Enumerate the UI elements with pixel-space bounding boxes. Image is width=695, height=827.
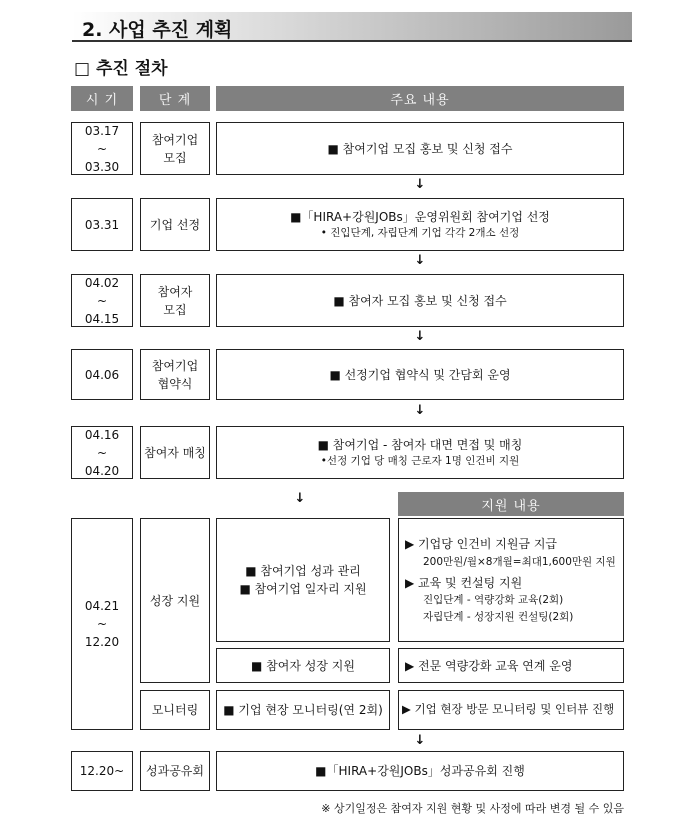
header-step: 단 계 [140,86,210,111]
participant-growth-content: ■ 참여자 성장 지원 [216,648,390,683]
row-4-content: ■ 선정기업 협약식 및 간담회 운영 [216,349,624,400]
arrow-down-icon: ↓ [414,176,426,192]
header-support: 지원 내용 [398,492,624,516]
final-step: 성과공유회 [140,751,210,791]
monitor-content: ■ 기업 현장 모니터링(연 2회) [216,690,390,730]
final-content: ■「HIRA+강원JOBs」성과공유회 진행 [216,751,624,791]
row-5-content: ■ 참여기업 - 참여자 대면 면접 및 매칭 •선정 기업 당 매칭 근로자 1명 인건비 지원 [216,426,624,479]
growth-support: ▶ 기업당 인건비 지원금 지급 200만원/월×8개월=최대1,600만원 지원 ▶ 교육 및 컨설팅 지원 진입단계 - 역량강화 교육(2회) 자립단계 - 성장지원 컨설팅(2회) [398,518,624,642]
row-1-step: 참여기업 모집 [140,122,210,175]
monitor-step: 모니터링 [140,690,210,730]
row-2-step: 기업 선정 [140,198,210,251]
arrow-down-icon: ↓ [414,328,426,344]
subsection-title: □ 추진 절차 [74,59,168,79]
row-3-step: 참여자 모집 [140,274,210,327]
row-5-step: 참여자 매칭 [140,426,210,479]
row-3-date: 04.02 ~ 04.15 [71,274,133,327]
monitor-support: ▶ 기업 현장 방문 모니터링 및 인터뷰 진행 [398,690,624,730]
header-content: 주요 내용 [216,86,624,111]
section-title: 2. 사업 추진 계획 [82,19,233,41]
growth-step: 성장 지원 [140,518,210,683]
footnote: ※ 상기일정은 참여자 지원 현황 및 사정에 따라 변경 될 수 있음 [321,802,624,815]
growth-content: ■ 참여기업 성과 관리 ■ 참여기업 일자리 지원 [216,518,390,642]
row-5-date: 04.16 ~ 04.20 [71,426,133,479]
row-4-step: 참여기업 협약식 [140,349,210,400]
arrow-down-icon: ↓ [414,402,426,418]
row-3-content: ■ 참여자 모집 홍보 및 신청 접수 [216,274,624,327]
row-4-date: 04.06 [71,349,133,400]
row-1-date: 03.17 ~ 03.30 [71,122,133,175]
arrow-down-icon: ↓ [414,732,426,748]
arrow-down-icon: ↓ [294,490,306,506]
row-2-content: ■「HIRA+강원JOBs」운영위원회 참여기업 선정 • 진입단계, 자립단계 기업 각각 2개소 선정 [216,198,624,251]
final-date: 12.20~ [71,751,133,791]
participant-growth-support: ▶ 전문 역량강화 교육 연계 운영 [398,648,624,683]
header-date: 시 기 [71,86,133,111]
row-2-date: 03.31 [71,198,133,251]
row-1-content: ■ 참여기업 모집 홍보 및 신청 접수 [216,122,624,175]
arrow-down-icon: ↓ [414,252,426,268]
growth-date: 04.21 ~ 12.20 [71,518,133,730]
